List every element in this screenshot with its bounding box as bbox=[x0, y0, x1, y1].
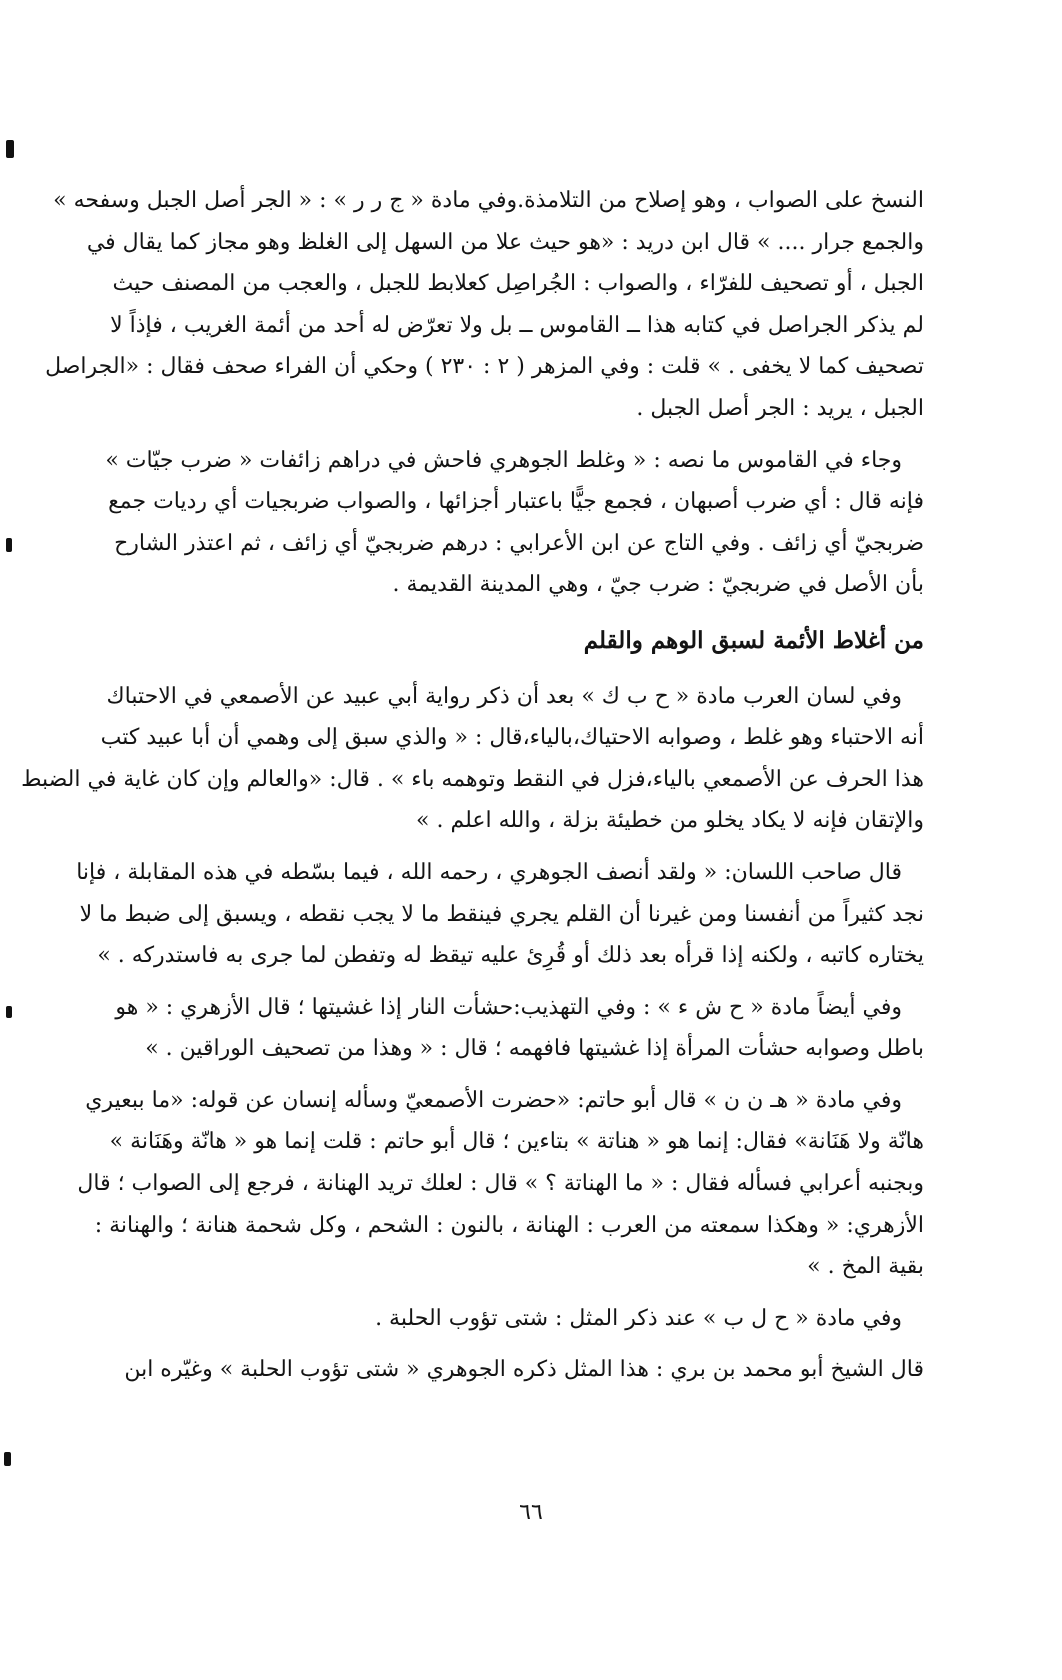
text-line: وجاء في القاموس ما نصه : « وغلط الجوهري فاحش في دراهم زائفات « ضرب جيّات » bbox=[105, 447, 902, 473]
text-line: باطل وصوابه حشأت المرأة إذا غشيتها فافهمه ؛ قال : « وهذا من تصحيف الوراقين . » bbox=[145, 1036, 924, 1062]
scan-edge-mark bbox=[6, 140, 14, 158]
text-line: والجمع جرار .... » قال ابن دريد : «هو حيث علا من السهل إلى الغلظ وهو مجاز كما يقال في bbox=[86, 229, 924, 255]
text-line: وفي مادة « ح ل ب » عند ذكر المثل : شتى تؤوب الحلبة . bbox=[375, 1305, 902, 1331]
text-line: الجبل ، أو تصحيف للفرّاء ، والصواب : الجُراصِل كعلابط للجبل ، والعجب من المصنف حيث bbox=[112, 271, 924, 297]
text-line: وفي أيضاً مادة « ح ش ء » : وفي التهذيب:حشأت النار إذا غشيتها ؛ قال الأزهري : « هو bbox=[115, 994, 902, 1020]
text-line: بقية المخ . » bbox=[807, 1254, 924, 1280]
text-line: الأزهري: « وهكذا سمعته من العرب : الهنانة ، بالنون : الشحم ، وكل شحمة هنانة ؛ والهنانة : bbox=[94, 1212, 924, 1238]
paragraph bbox=[77, 1080, 924, 1288]
text-line: قال صاحب اللسان: « ولقد أنصف الجوهري ، رحمه الله ، فيما بسّطه في هذه المقابلة ، فإنا bbox=[76, 859, 902, 885]
text-line: يختاره كاتبه ، ولكنه إذا قرأه بعد ذلك أو قُرِئ عليه تيقظ له وتفطن لما جرى به فاستدركه . » bbox=[97, 943, 924, 969]
page-number: ٦٦ bbox=[519, 1500, 543, 1525]
section-heading: من أغلاط الأئمة لسبق الوهم والقلم bbox=[583, 626, 924, 654]
text-line: وفي لسان العرب مادة « ح ب ك » بعد أن ذكر رواية أبي عبيد عن الأصمعي في الاحتباك bbox=[106, 683, 902, 709]
scan-edge-mark bbox=[4, 1452, 11, 1466]
text-line: فإنه قال : أي ضرب أصبهان ، فجمع جيًّا باعتبار أجزائها ، والصواب ضربجيات أي رديات جمع bbox=[108, 489, 924, 515]
text-line: هانّة ولا هَنَانة» فقال: إنما هو « هناتة » بتاءين ؛ قال أبو حاتم : قلت إنما هو « هانّة وهَنَانة » bbox=[109, 1129, 924, 1155]
text-line: النسخ على الصواب ، وهو إصلاح من التلامذة.وفي مادة « ج ر ر » : « الجر أصل الجبل وسفحه » bbox=[53, 188, 924, 213]
paragraph bbox=[92, 1298, 924, 1340]
text-line: الجبل ، يريد : الجر أصل الجبل . bbox=[636, 395, 924, 421]
text-line: هذا الحرف عن الأصمعي بالياء،فزل في النقط وتوهمه باء » . قال: «والعالم وإن كان غاية في الضبط bbox=[21, 766, 924, 792]
text-line: قال الشيخ أبو محمد بن بري : هذا المثل ذكره الجوهري « شتى تؤوب الحلبة » وغيّره ابن bbox=[124, 1357, 924, 1383]
paragraph bbox=[21, 676, 924, 842]
text-line: والإتقان فإنه لا يكاد يخلو من خطيئة بزلة ، والله اعلم . » bbox=[416, 808, 924, 834]
scan-edge-mark bbox=[6, 1006, 12, 1018]
text-line: نجد كثيراً من أنفسنا ومن غيرنا أن القلم يجري فينقط ما لا يجب نقطه ، ويسبق إلى ضبط ما لا bbox=[79, 901, 924, 927]
scan-edge-mark bbox=[6, 538, 12, 552]
paragraph bbox=[92, 440, 924, 606]
text-line: لم يذكر الجراصل في كتابه هذا ــ القاموس ــ بل ولا تعرّض له أحد من أئمة الغريب ، فإذاً لا bbox=[110, 312, 924, 338]
text-line: تصحيف كما لا يخفى . » قلت : وفي المزهر ( ٢ : ٢٣٠ ) وحكي أن الفراء صحف فقال : «الجراصل bbox=[45, 354, 924, 380]
text-line: ضربجيّ أي زائف . وفي التاج عن ابن الأعرابي : درهم ضربجيّ أي زائف ، ثم اعتذر الشارح bbox=[114, 530, 924, 556]
body-text bbox=[21, 180, 924, 1401]
paragraph bbox=[76, 852, 924, 977]
text-line: وبجنبه أعرابي فسأله فقال : « ما الهناتة ؟ » قال : لعلك تريد الهنانة ، فرجع إلى الصواب ؛ قال bbox=[77, 1171, 924, 1197]
text-line: بأن الأصل في ضربجيّ : ضرب جيّ ، وهي المدينة القديمة . bbox=[392, 572, 924, 598]
paragraph bbox=[45, 180, 924, 430]
paragraph bbox=[92, 987, 924, 1070]
paragraph bbox=[92, 1349, 924, 1391]
text-line: أنه الاحتباء وهو غلط ، وصوابه الاحتياك،بالياء،قال : « والذي سبق إلى وهمي أن أبا عبيد كتب bbox=[100, 725, 924, 751]
text-line: وفي مادة « هـ ن ن » قال أبو حاتم: «حضرت الأصمعيّ وسأله إنسان عن قوله: «ما ببعيري bbox=[85, 1087, 902, 1113]
